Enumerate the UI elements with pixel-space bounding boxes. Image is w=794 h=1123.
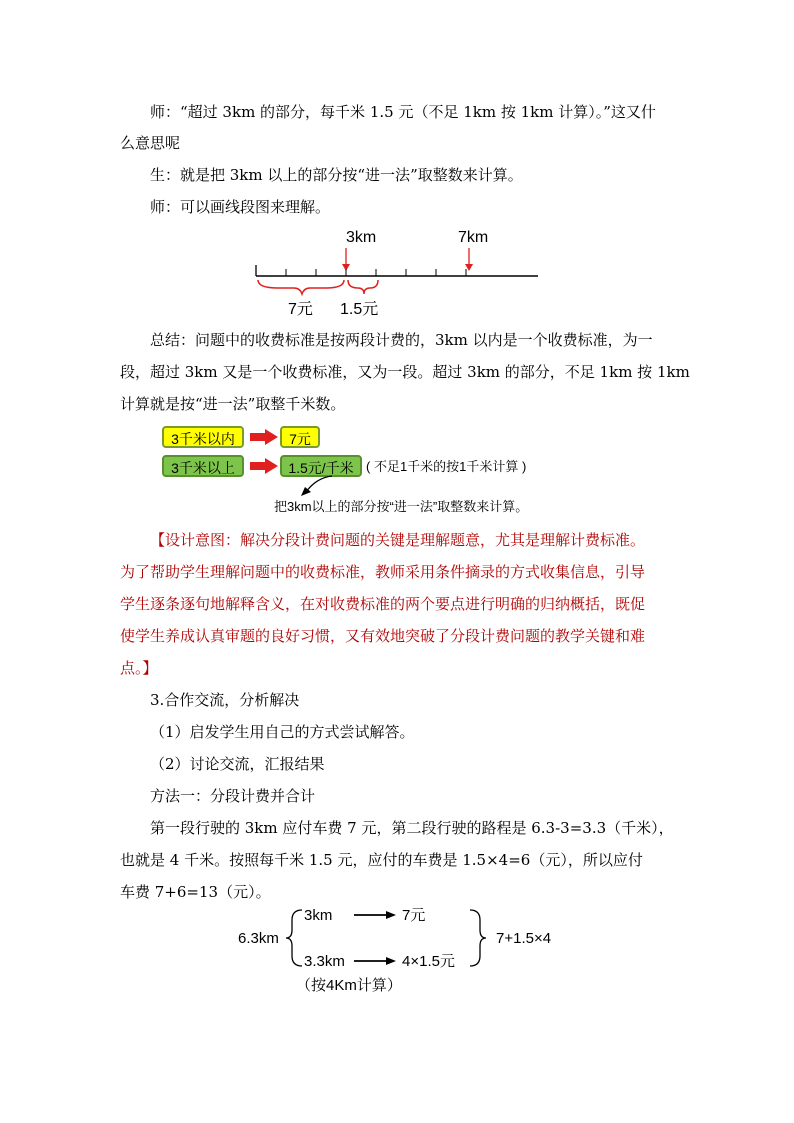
box-7yuan: 7元 — [280, 426, 320, 448]
teacher-question-line1: 师：“超过 3km 的部分，每千米 1.5 元（不足 1km 按 1km 计算）。”这又什 — [150, 103, 656, 121]
segment-diagram — [240, 222, 550, 322]
arrow-icon — [386, 911, 396, 919]
design-intent-line1: 【设计意图：解决分段计费问题的关键是理解题意，尤其是理解计费标准。 — [150, 531, 646, 549]
flow-caption: 把3km以上的部分按“进一法”取整数来计算。 — [274, 499, 529, 514]
segment1-distance: 3km — [304, 907, 333, 924]
section-3-heading: 3.合作交流，分析解决 — [150, 691, 300, 709]
arrow-icon — [386, 957, 396, 965]
rounding-note-4km: （按4Km计算） — [296, 977, 402, 994]
red-arrow-icon — [250, 429, 278, 445]
design-intent-line5: 点。】 — [120, 659, 158, 677]
summary-line1: 总结：问题中的收费标准是按两段计费的，3km 以内是一个收费标准，为一 — [150, 331, 653, 349]
rounding-note: ( 不足1千米的按1千米计算 ) — [366, 459, 527, 474]
left-brace — [286, 910, 302, 966]
label-15yuan: 1.5元 — [340, 301, 379, 318]
segment1-fare: 7元 — [402, 907, 426, 924]
segment2-distance: 3.3km — [304, 953, 345, 970]
design-intent-line3: 学生逐条逐句地解释含义，在对收费标准的两个要点进行明确的归纳概括，既促 — [120, 595, 646, 613]
brace-7yuan — [258, 280, 344, 294]
curved-arrow-icon — [296, 474, 336, 498]
student-answer: 生：就是把 3km 以上的部分按“进一法”取整数来计算。 — [150, 166, 523, 184]
label-7km: 7km — [458, 229, 489, 246]
design-intent-line4: 使学生养成认真审题的良好习惯，又有效地突破了分段计费问题的教学关键和难 — [120, 627, 646, 645]
label-3km: 3km — [346, 229, 377, 246]
method1-line1: 第一段行驶的 3km 应付车费 7 元，第二段行驶的路程是 6.3-3=3.3（千米）， — [150, 819, 674, 837]
section-3-step1: （1）启发学生用自己的方式尝试解答。 — [150, 723, 415, 741]
section-3-step2: （2）讨论交流，汇报结果 — [150, 755, 325, 773]
right-brace — [470, 910, 486, 966]
red-arrow-icon — [250, 458, 278, 474]
method1-line2: 也就是 4 千米。按照每千米 1.5 元，应付的车费是 1.5×4=6（元），所以应付 — [120, 851, 643, 869]
teacher-hint: 师：可以画线段图来理解。 — [150, 198, 331, 216]
total-fare-expression: 7+1.5×4 — [496, 930, 552, 947]
calculation-diagram — [230, 900, 570, 1000]
brace-15yuan — [348, 280, 378, 294]
box-within-3km: 3千米以内 — [162, 426, 244, 448]
teacher-question-line2: 么意思呢 — [120, 134, 181, 152]
method1-heading: 方法一：分段计费并合计 — [150, 787, 316, 805]
method1-line3: 车费 7+6=13（元）。 — [120, 883, 271, 901]
box-15yuan-per-km: 1.5元/千米 — [280, 455, 362, 477]
summary-line3: 计算就是按“进一法”取整千米数。 — [120, 395, 346, 413]
total-distance: 6.3km — [238, 930, 279, 947]
label-7yuan: 7元 — [288, 301, 313, 318]
segment2-fare: 4×1.5元 — [402, 953, 455, 970]
box-over-3km: 3千米以上 — [162, 455, 244, 477]
summary-line2: 段，超过 3km 又是一个收费标准，又为一段。超过 3km 的部分，不足 1km 按 1km — [120, 363, 690, 381]
design-intent-line2: 为了帮助学生理解问题中的收费标准，教师采用条件摘录的方式收集信息，引导 — [120, 563, 646, 581]
